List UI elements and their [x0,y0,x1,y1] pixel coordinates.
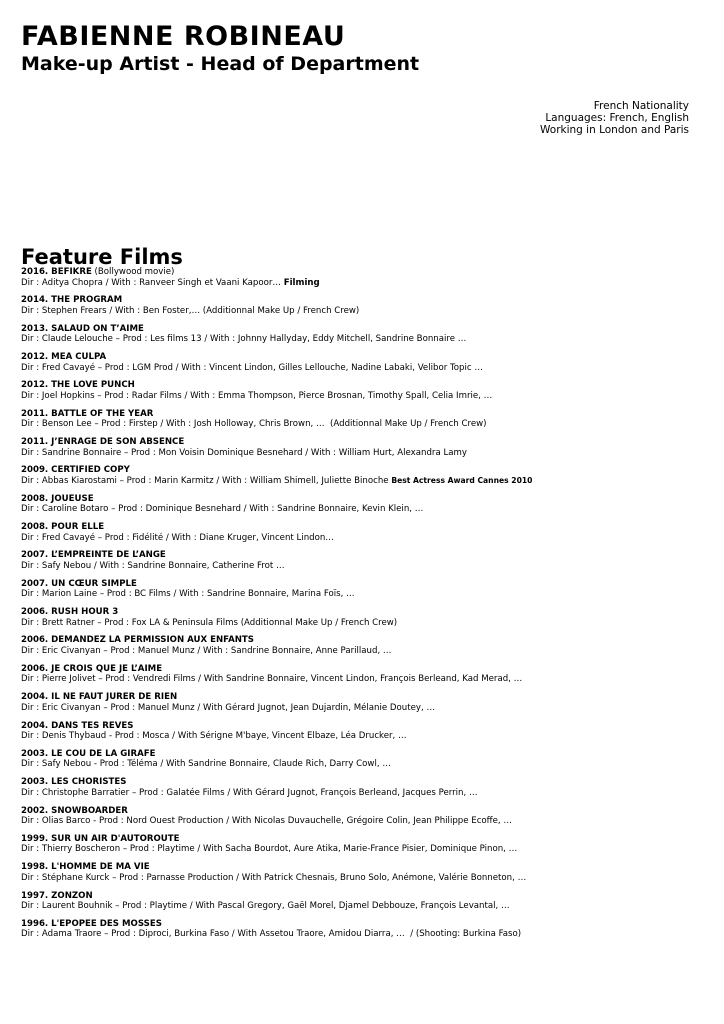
film-title: 2012. THE LOVE PUNCH [21,380,135,391]
film-details-line [21,561,711,572]
film-details-line [21,929,711,940]
film-title-line [21,919,711,930]
film-details: Dir : Abbas Kiarostami – Prod : Marin Karmitz / With : William Shimell, Juliette Binoche [21,475,392,486]
film-title-line [21,267,711,278]
film-title-line [21,380,711,391]
film-details-line [21,334,711,345]
film-title: 2008. JOUEUSE [21,493,94,504]
film-details-line [21,901,711,912]
film-details: Dir : Marion Laine – Prod : BC Films / With : Sandrine Bonnaire, Marina Foïs, … [21,589,355,600]
film-title-line [21,862,711,873]
film-title: 2006. DEMANDEZ LA PERMISSION AUX ENFANTS [21,635,254,646]
film-title-line [21,664,711,675]
film-entry [21,777,711,805]
film-title: 2011. BATTLE OF THE YEAR [21,408,154,419]
film-details-line [21,306,711,317]
personal-info [540,100,689,136]
film-title-line [21,465,711,476]
film-title: 2002. SNOWBOARDER [21,805,128,816]
film-title: 2007. L’EMPREINTE DE L’ANGE [21,550,166,561]
film-title-line [21,324,711,335]
film-details-line [21,646,711,657]
film-title-line [21,522,711,533]
film-title: 2007. UN CŒUR SIMPLE [21,578,137,589]
film-details: Dir : Aditya Chopra / With : Ranveer Singh et Vaani Kapoor… [21,277,284,288]
film-title-line [21,550,711,561]
film-details: Dir : Laurent Bouhnik – Prod : Playtime / With Pascal Gregory, Gaël Morel, Djamel Debbouze, François Levantal, … [21,901,510,912]
film-title-line [21,635,711,646]
film-details-line [21,391,711,402]
film-title-line [21,409,711,420]
film-details: Dir : Fred Cavayé – Prod : LGM Prod / With : Vincent Lindon, Gilles Lellouche, Nadine Labaki, Velibor Topic … [21,362,483,373]
film-status: Filming [283,277,320,288]
film-title: 1999. SUR UN AIR D'AUTOROUTE [21,833,180,844]
film-entry [21,834,711,862]
film-entry [21,465,711,493]
film-details-line [21,703,711,714]
film-title-line [21,721,711,732]
film-title-line [21,352,711,363]
film-entry [21,607,711,635]
film-details: Dir : Benson Lee – Prod : Firstep / With : Josh Holloway, Chris Brown, … (Additionnal Make Up / French Crew) [21,419,487,430]
film-entry [21,494,711,522]
film-title: 2003. LE COU DE LA GIRAFE [21,748,156,759]
nationality: French Nationality [593,100,689,112]
film-title-line [21,806,711,817]
film-details-line [21,618,711,629]
film-title: 2008. POUR ELLE [21,522,105,533]
film-title-line [21,692,711,703]
film-title: 1996. L'EPOPEE DES MOSSES [21,918,162,929]
film-details-line [21,873,711,884]
film-entry [21,437,711,465]
film-details-line [21,533,711,544]
film-details: Dir : Denis Thybaud - Prod : Mosca / With Sérigne M'baye, Vincent Elbaze, Léa Drucker, … [21,731,407,741]
film-entry [21,550,711,578]
film-entry [21,579,711,607]
film-entry [21,380,711,408]
film-details: Dir : Sandrine Bonnaire – Prod : Mon Voisin Dominique Besnehard / With : William Hurt, Alexandra Lamy [21,447,467,458]
film-details: Dir : Christophe Barratier – Prod : Galatée Films / With Gérard Jugnot, François Berleand, Jacques Perrin, … [21,787,478,798]
film-title-line [21,749,711,760]
film-details: Dir : Thierry Boscheron – Prod : Playtime / With Sacha Bourdot, Aure Atika, Marie-France Pisier, Dominique Pinon, … [21,844,518,855]
film-note: (Bollywood movie) [91,267,175,277]
film-entry [21,919,711,947]
film-entry [21,352,711,380]
film-details: Dir : Brett Ratner – Prod : Fox LA & Peninsula Films (Additionnal Make Up / French Crew) [21,617,398,628]
film-details-line [21,476,711,487]
film-details: Dir : Eric Civanyan – Prod : Manuel Munz / With : Sandrine Bonnaire, Anne Parillaud, … [21,645,392,656]
film-details: Dir : Adama Traore – Prod : Diproci, Burkina Faso / With Assetou Traore, Amidou Diarra, … / (Shooting: Burkina Faso) [21,929,522,940]
film-title: 1998. L'HOMME DE MA VIE [21,862,150,873]
film-title: 2013. SALAUD ON T’AIME [21,323,144,334]
film-details-line [21,419,711,430]
film-details-line [21,674,711,685]
film-details: Dir : Stephen Frears / With : Ben Foster,… (Additionnal Make Up / French Crew) [21,305,360,316]
film-details: Dir : Caroline Botaro – Prod : Dominique Besnehard / With : Sandrine Bonnaire, Kevin Klein, … [21,504,424,515]
film-entry [21,409,711,437]
film-entry [21,692,711,720]
film-details: Dir : Stéphane Kurck – Prod : Parnasse Production / With Patrick Chesnais, Bruno Solo, Anémone, Valérie Bonneton, … [21,872,527,883]
film-details: Dir : Safy Nebou - Prod : Téléma / With Sandrine Bonnaire, Claude Rich, Darry Cowl, … [21,759,391,770]
film-list [21,267,711,947]
film-title-line [21,295,711,306]
film-title: 1997. ZONZON [21,890,93,901]
film-details: Dir : Safy Nebou / With : Sandrine Bonnaire, Catherine Frot … [21,560,285,571]
film-details-line [21,731,711,742]
film-details-line [21,589,711,600]
film-details-line [21,816,711,827]
film-entry [21,267,711,295]
film-details-line [21,788,711,799]
film-title: 2004. IL NE FAUT JURER DE RIEN [21,692,178,703]
film-title-line [21,891,711,902]
film-title-line [21,579,711,590]
film-entry [21,749,711,777]
film-entry [21,862,711,890]
film-title: 2003. LES CHORISTES [21,777,127,788]
film-title: 2006. RUSH HOUR 3 [21,607,119,618]
film-details-line [21,278,711,289]
film-title: 2012. MEA CULPA [21,352,107,363]
film-details-line [21,363,711,374]
film-entry [21,522,711,550]
film-details: Dir : Claude Lelouche – Prod : Les films 13 / With : Johnny Hallyday, Eddy Mitchell, Sandrine Bonnaire … [21,334,467,345]
film-title-line [21,494,711,505]
film-entry [21,891,711,919]
film-details-line [21,504,711,515]
film-details-line [21,844,711,855]
film-title: 2009. CERTIFIED COPY [21,465,130,476]
film-entry [21,295,711,323]
film-details-line [21,759,711,770]
job-title: Make-up Artist - Head of Department [21,53,420,75]
film-entry [21,721,711,749]
section-title-feature-films: Feature Films [21,245,183,269]
film-entry [21,635,711,663]
film-entry [21,324,711,352]
film-details: Dir : Fred Cavayé – Prod : Fidélité / With : Diane Kruger, Vincent Lindon… [21,532,334,543]
film-entry [21,664,711,692]
film-entry [21,806,711,834]
film-title-line [21,437,711,448]
film-title: 2014. THE PROGRAM [21,295,123,306]
work-location: Working in London and Paris [540,124,689,136]
film-award: Best Actress Award Cannes 2010 [391,475,533,485]
page-title: FABIENNE ROBINEAU [21,21,346,52]
film-title-line [21,834,711,845]
film-title: 2011. J’ENRAGE DE SON ABSENCE [21,437,185,448]
film-title: 2016. BEFIKRE [21,267,92,277]
film-details: Dir : Pierre Jolivet – Prod : Vendredi Films / With Sandrine Bonnaire, Vincent Lindon, François Berleand, Kad Merad, … [21,674,523,685]
film-details-line [21,448,711,459]
film-title: 2004. DANS TES REVES [21,720,134,731]
languages: Languages: French, English [545,112,689,124]
film-details: Dir : Olias Barco - Prod : Nord Ouest Production / With Nicolas Duvauchelle, Grégoire Colin, Jean Philippe Ecoffe, … [21,816,512,827]
film-title: 2006. JE CROIS QUE JE L’AIME [21,663,163,674]
film-title-line [21,777,711,788]
film-details: Dir : Joel Hopkins – Prod : Radar Films / With : Emma Thompson, Pierce Brosnan, Timothy Spall, Celia Imrie, … [21,390,493,401]
film-details: Dir : Eric Civanyan – Prod : Manuel Munz / With Gérard Jugnot, Jean Dujardin, Mélanie Doutey, … [21,702,436,713]
film-title-line [21,607,711,618]
